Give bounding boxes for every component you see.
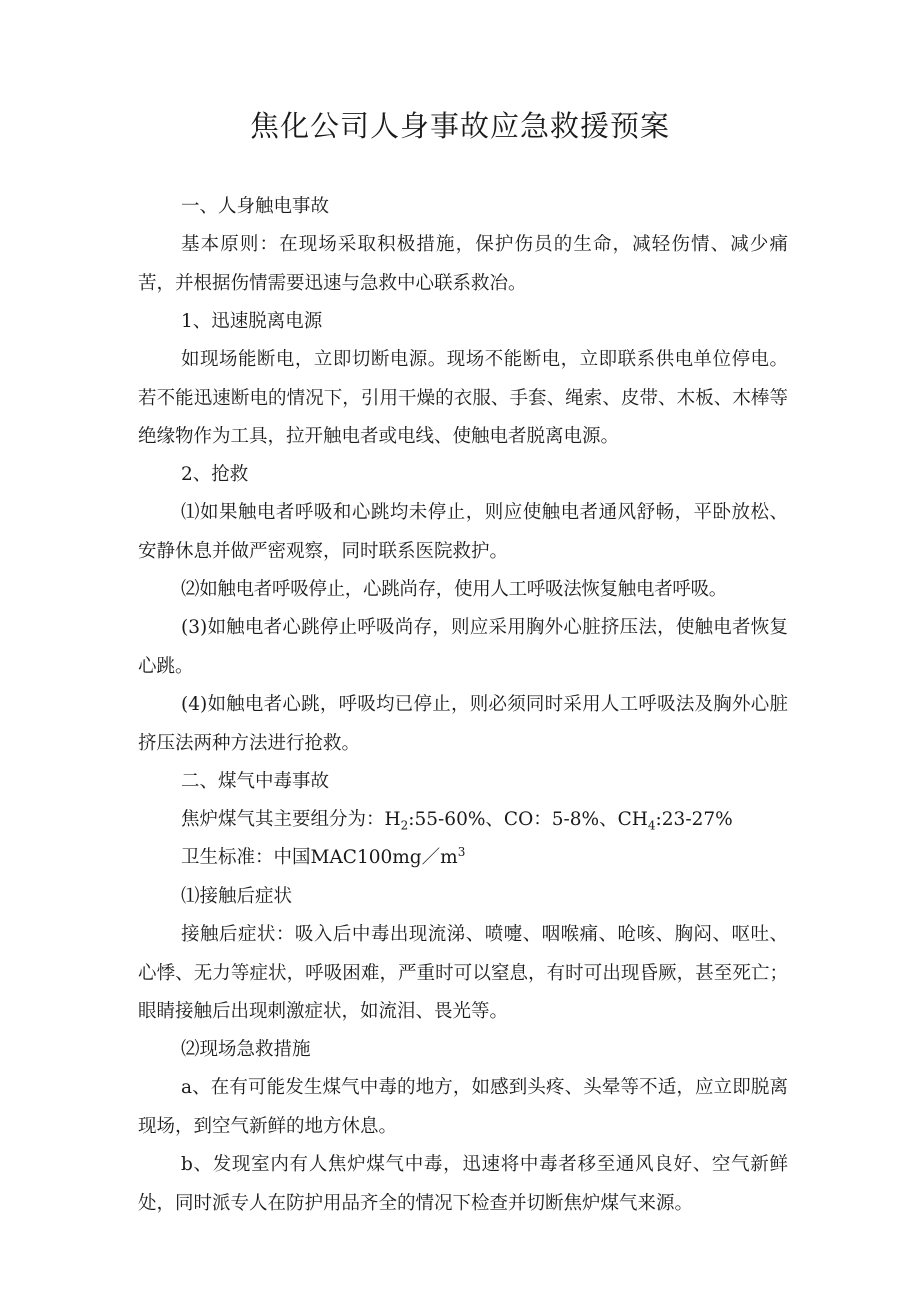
section-heading-electric-shock: 一、人身触电事故 xyxy=(181,196,330,217)
composition-prefix: 焦炉煤气其主要组分为：H xyxy=(181,809,401,830)
section-heading-gas-poisoning: 二、煤气中毒事故 xyxy=(181,771,330,792)
rescue-step-4: (4)如触电者心跳，呼吸均已停止，则必须同时采用人工呼吸法及胸外心脏挤压法两种方法进行抢救。 xyxy=(138,694,788,754)
rescue-step-2: ⑵如触电者呼吸停止，心跳尚存，使用人工呼吸法恢复触电者呼吸。 xyxy=(181,579,728,600)
first-aid-step-a: a、在有可能发生煤气中毒的地方，如感到头疼、头晕等不适，应立即脱离现场，到空气新鲜的地方休息。 xyxy=(138,1077,788,1137)
document-title: 焦化公司人身事故应急救援预案 xyxy=(249,109,670,143)
cubic-superscript: 3 xyxy=(457,844,466,859)
composition-suffix: :23-27% xyxy=(655,809,733,830)
basic-principle-paragraph: 基本原则：在现场采取积极措施，保护伤员的生命，减轻伤情、减少痛苦，并根据伤情需要迅速与急救中心联系救冶。 xyxy=(138,234,788,294)
gas-composition-line xyxy=(138,801,788,840)
subheading-disconnect-power: 1、迅速脱离电源 xyxy=(181,311,323,332)
hygiene-standard-line xyxy=(138,839,788,878)
composition-middle: :55-60%、CO：5-8%、CH xyxy=(408,809,648,830)
rescue-step-1: ⑴如果触电者呼吸和心跳均未停止，则应使触电者通风舒畅，平卧放松、安静休息并做严密观察，同时联系医院救护。 xyxy=(138,502,788,562)
standard-text: 卫生标准：中国MAC100mg／m xyxy=(181,847,458,868)
rescue-step-3: (3)如触电者心跳停止呼吸尚存，则应采用胸外心脏挤压法，使触电者恢复心跳。 xyxy=(138,617,788,677)
first-aid-step-b: b、发现室内有人焦炉煤气中毒，迅速将中毒者移至通风良好、空气新鲜处，同时派专人在防护用品齐全的情况下检查并切断焦炉煤气来源。 xyxy=(138,1154,788,1214)
h2-subscript: 2 xyxy=(400,818,409,833)
ch4-subscript: 4 xyxy=(647,818,656,833)
disconnect-power-paragraph: 如现场能断电，立即切断电源。现场不能断电，立即联系供电单位停电。若不能迅速断电的情况下，引用干燥的衣服、手套、绳索、皮带、木板、木棒等绝缘物作为工具，拉开触电者或电线、使触电者脱离电源。 xyxy=(138,349,788,447)
subheading-symptoms: ⑴接触后症状 xyxy=(181,886,293,907)
subheading-first-aid: ⑵现场急救措施 xyxy=(181,1039,311,1060)
symptoms-paragraph: 接触后症状：吸入后中毒出现流涕、喷嚏、咽喉痛、呛咳、胸闷、呕吐、心悸、无力等症状，呼吸困难，严重时可以窒息，有时可出现昏厥，甚至死亡；眼睛接触后出现刺激症状，如流泪、畏光等。 xyxy=(138,924,788,1022)
subheading-rescue: 2、抢救 xyxy=(181,464,249,485)
